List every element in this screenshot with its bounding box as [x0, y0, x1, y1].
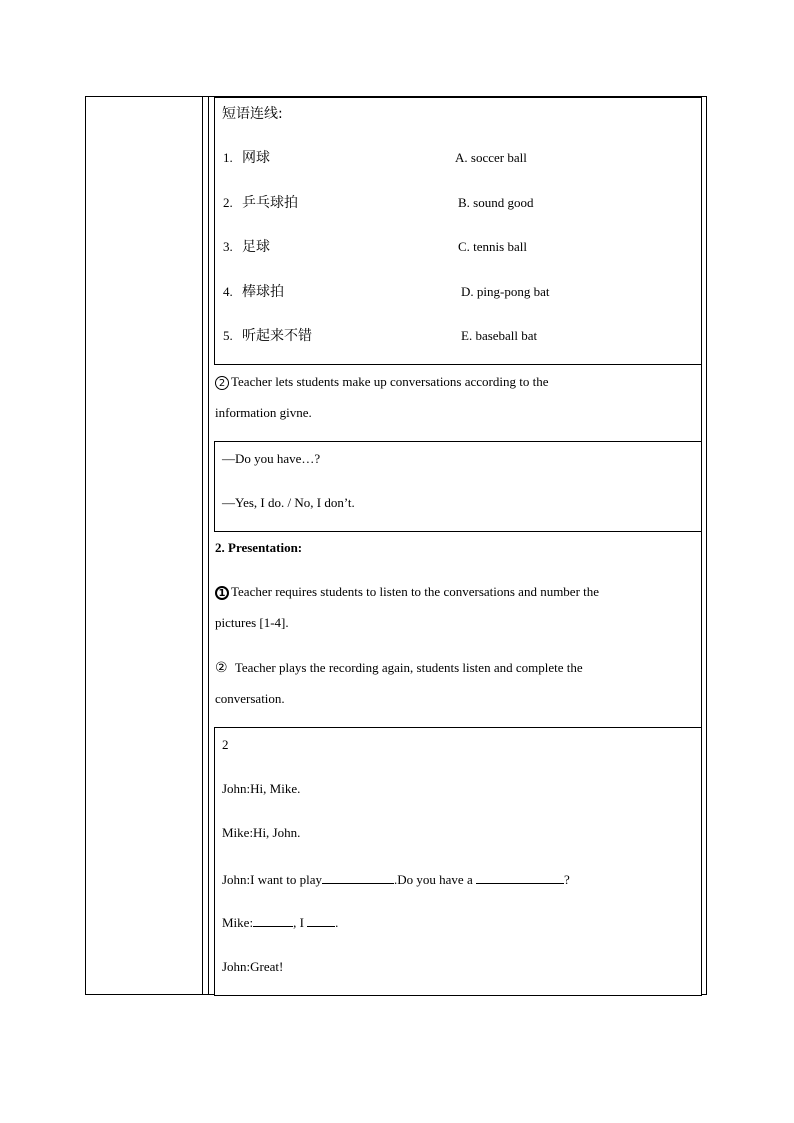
item-number: 2. [223, 195, 233, 210]
matching-left-item [223, 195, 298, 211]
matching-right-item: C. tennis ball [458, 239, 527, 254]
step2-line1 [215, 374, 548, 390]
item-number: 5. [223, 328, 233, 343]
pattern-box [214, 441, 702, 532]
item1-text: Teacher requires students to listen to the conversations and number the [231, 584, 600, 599]
matching-box [214, 97, 702, 365]
presentation-heading: 2. Presentation: [215, 540, 303, 555]
dialogue-line-fill1 [222, 871, 570, 888]
pattern-answer: —Yes, I do. / No, I don’t. [222, 495, 355, 510]
matching-left-item [223, 239, 270, 255]
column-divider-left [202, 96, 203, 995]
item-number: 3. [223, 239, 233, 254]
matching-left-item [223, 284, 284, 300]
item2-text: Teacher plays the recording again, students listen and complete the [234, 660, 583, 675]
item-chinese: 棒球拍 [242, 284, 284, 300]
item-number: 4. [223, 284, 233, 299]
presentation-item1-line1 [215, 584, 599, 600]
pattern-question: —Do you have…? [222, 451, 321, 466]
dialogue-text: . [335, 915, 339, 930]
dialogue-text: John:I want to play [222, 872, 323, 887]
matching-left-item [223, 150, 270, 166]
dialogue-text: .Do you have a [394, 872, 476, 887]
dialogue-text: Mike: [222, 915, 254, 930]
dialogue-line: John:Hi, Mike. [222, 781, 301, 796]
dialogue-line: Mike:Hi, John. [222, 825, 301, 840]
presentation-item2-line2: conversation. [215, 691, 285, 706]
matching-right-item: E. baseball bat [461, 328, 538, 343]
fill-blank[interactable] [253, 914, 293, 927]
item-chinese: 网球 [242, 150, 270, 166]
fill-blank[interactable] [476, 871, 564, 884]
step2-text: Teacher lets students make up conversations according to the [231, 374, 549, 389]
item2-marker: ② [215, 660, 228, 676]
circled-number: 1 [215, 586, 229, 600]
dialogue-number: 2 [222, 737, 229, 752]
circled-number: 2 [215, 376, 229, 390]
dialogue-line-fill2 [222, 914, 338, 931]
item-number: 1. [223, 150, 233, 165]
matching-left-item [223, 328, 312, 344]
dialogue-text: , I [293, 915, 308, 930]
fill-blank[interactable] [322, 871, 394, 884]
step2-line2: information givne. [215, 405, 312, 420]
presentation-item2-line1 [215, 660, 583, 676]
matching-right-item: D. ping-pong bat [461, 284, 550, 299]
dialogue-text: ? [563, 872, 570, 887]
dialogue-box [214, 727, 702, 996]
matching-title: 短语连线: [222, 106, 283, 122]
dialogue-line: John:Great! [222, 959, 284, 974]
matching-right-item: A. soccer ball [455, 150, 527, 165]
column-divider-inner [208, 96, 209, 995]
item-chinese: 听起来不错 [242, 328, 312, 344]
presentation-item1-line2: pictures [1-4]. [215, 615, 289, 630]
item-chinese: 足球 [242, 239, 270, 255]
fill-blank[interactable] [307, 914, 335, 927]
item-chinese: 乒乓球拍 [242, 195, 298, 211]
matching-right-item: B. sound good [458, 195, 534, 210]
